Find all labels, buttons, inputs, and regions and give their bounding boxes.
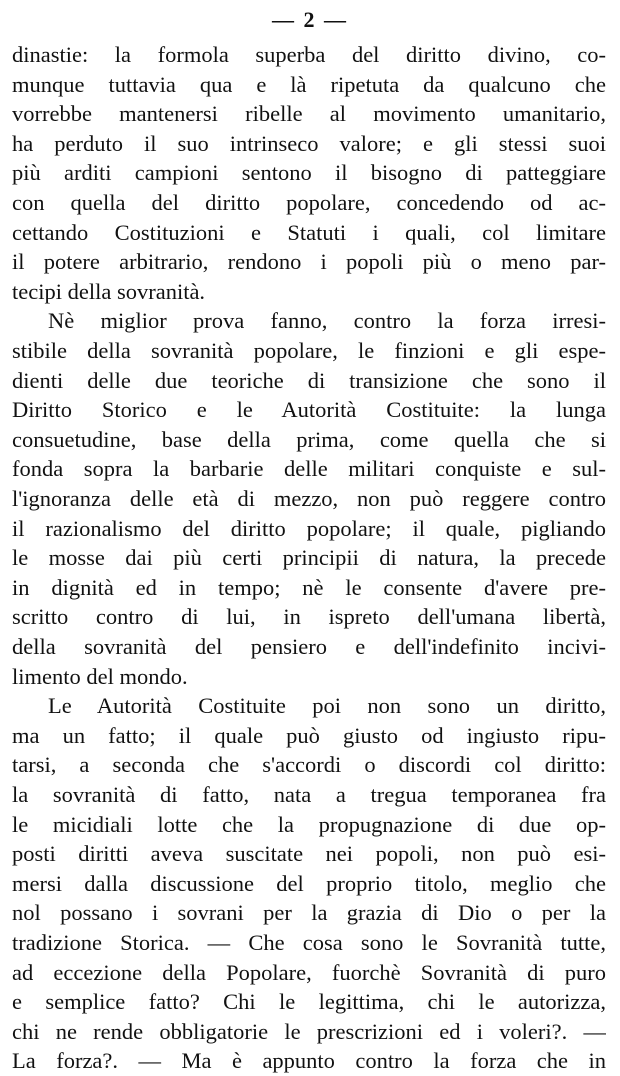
text-line: stibile della sovranità popolare, le finzioni e gli espe- [12, 338, 606, 363]
text-line: chi ne rende obbligatorie le prescrizioni ed i voleri?. — [12, 1018, 606, 1044]
text-line: ad eccezione della Popolare, fuorchè Sovranità di puro [12, 959, 606, 985]
text-line: munque tuttavia qua e là ripetuta da qualcuno che [12, 71, 606, 97]
paragraph-first-line: Le Autorità Costituite poi non sono un diritto, [48, 693, 606, 719]
text-line: mersi dalla discussione del proprio titolo, meglio che [12, 870, 606, 896]
text-line: fonda sopra la barbarie delle militari conquiste e sul- [12, 456, 606, 482]
text-line: il razionalismo del diritto popolare; il quale, pigliando [12, 515, 606, 541]
text-line: tecipi della sovranità. [12, 278, 206, 304]
text-line: ma un fatto; il quale può giusto od ingiusto ripu- [12, 722, 606, 748]
text-line: con quella del diritto popolare, concedendo od ac- [12, 190, 606, 215]
text-line: tarsi, a seconda che s'accordi o discordi col diritto: [12, 752, 606, 778]
text-line: più arditi campioni sentono il bisogno di patteggiare [12, 160, 606, 186]
text-line: limento del mondo. [12, 663, 188, 689]
text-line: ha perduto il suo intrinseco valore; e gli stessi suoi [12, 130, 606, 156]
page-number: — 2 — [272, 7, 348, 32]
text-line: Diritto Storico e le Autorità Costituite: la lunga [12, 397, 606, 423]
text-line: l'ignoranza delle età di mezzo, non può reggere contro [12, 486, 606, 511]
text-line: vorrebbe mantenersi ribelle al movimento umanitario, [12, 101, 606, 127]
paragraph-first-line: Nè miglior prova fanno, contro la forza irresi- [48, 308, 606, 334]
text-line: dinastie: la formola superba del diritto divino, co- [12, 42, 606, 67]
text-line: cettando Costituzioni e Statuti i quali, col limitare [12, 219, 606, 245]
text-line: tradizione Storica. — Che cosa sono le Sovranità tutte, [12, 930, 606, 955]
text-line: posti diritti aveva suscitate nei popoli, non può esi- [12, 841, 606, 867]
text-line: in dignità ed in tempo; nè le consente d'avere pre- [12, 574, 606, 600]
text-line: nol possano i sovrani per la grazia di Dio o per la [12, 900, 606, 926]
text-line: la sovranità di fatto, nata a tregua temporanea fra [12, 782, 606, 807]
text-line: dienti delle due teoriche di transizione che sono il [12, 367, 606, 393]
text-line: il potere arbitrario, rendono i popoli più o meno par- [12, 249, 606, 275]
text-line: e semplice fatto? Chi le legittima, chi le autorizza, [12, 989, 606, 1015]
text-line: le micidiali lotte che la propugnazione di due op- [12, 811, 606, 837]
text-line: le mosse dai più certi principii di natura, la precede [12, 545, 606, 571]
text-line: della sovranità del pensiero e dell'indefinito incivi- [12, 634, 606, 659]
text-line: consuetudine, base della prima, come quella che si [12, 426, 606, 452]
text-line: scritto contro di lui, in ispreto dell'umana libertà, [12, 604, 606, 630]
text-line: La forza?. — Ma è appunto contro la forza che in [12, 1048, 606, 1074]
